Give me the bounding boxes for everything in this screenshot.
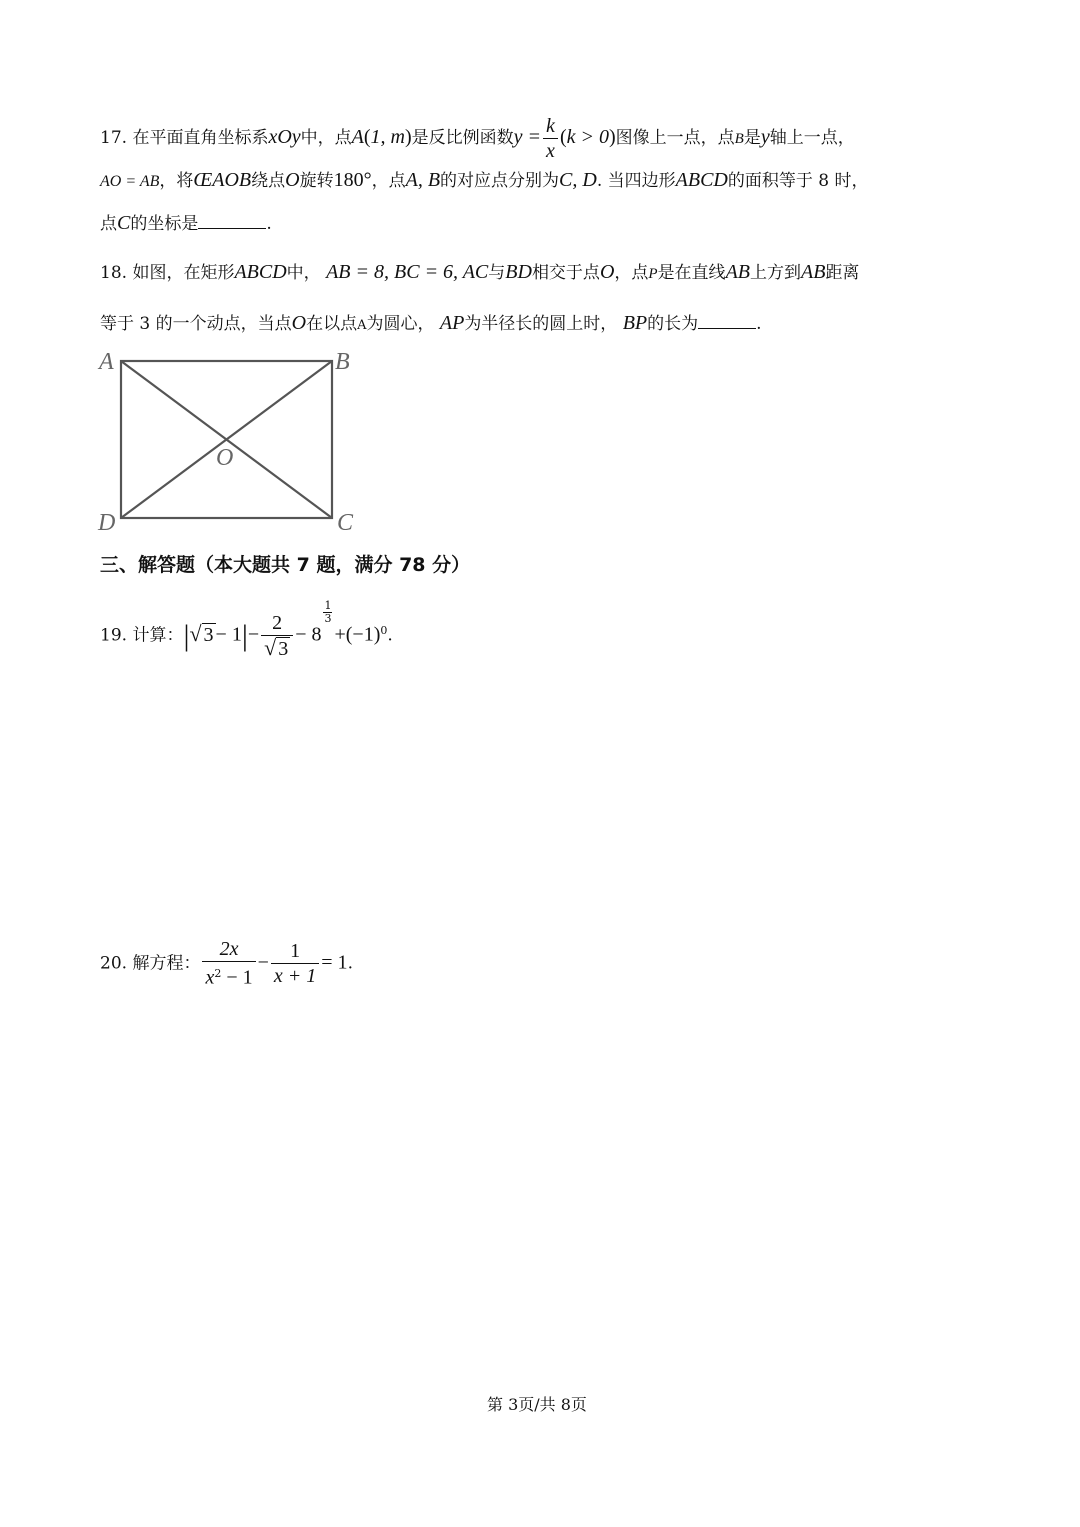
q18-line-1: 18. 如图，在矩形ABCD中， AB = 8, BC = 6, AC与BD相交于点O，点P是在直线AB上方到AB距离 [100, 261, 860, 283]
q20-line: 20. 解方程： $\frac{2x}{x^2 - 1}$ − $\frac{1}{x + 1}$ = 1. [100, 938, 353, 989]
section-heading: 三、解答题（本大题共 7 题，满分 78 分） [100, 554, 471, 576]
q18-number: 18. [100, 263, 128, 283]
q19-sqrt3: √ 3 [189, 620, 214, 646]
q18-answer-blank[interactable] [698, 310, 756, 329]
q20-fraction-2: $\frac{1}{x + 1}$ [271, 940, 319, 987]
rectangle-figure [95, 345, 365, 535]
q17-line-1: 17. 在平面直角坐标系xOy中，点A(1, m)是反比例函数y = $\frac{k}{x}$ (k > 0)图像上一点，点B是y轴上一点， [100, 115, 855, 162]
label-b: B [335, 349, 350, 375]
q17-number: 17. [100, 128, 128, 148]
q20-fraction-1: $\frac{2x}{x^2 - 1}$ [202, 938, 255, 990]
page-footer: 第 3页/共 8页 [487, 1395, 587, 1414]
label-o: O [216, 445, 234, 471]
q19-line: 19. 计算：|√ 3 − 1|− $\frac{2}{√ 3}$ − 8 $\frac{1}{3}$ $+(-1)^0$. [100, 599, 393, 660]
label-a: A [99, 349, 114, 375]
label-d: D [98, 510, 116, 535]
q17-line-3: 点C的坐标是 . [100, 212, 272, 234]
q19-exponent: $\frac{1}{3}$ [324, 599, 332, 625]
q17-answer-blank[interactable] [198, 210, 266, 229]
q17-fraction: $\frac{k}{x}$ [543, 115, 558, 162]
q19-number: 19. [100, 625, 128, 646]
q18-line-2: 等于 3 的一个动点，当点O在以点A为圆心， AP为半径长的圆上时， BP的长为 . [100, 312, 762, 334]
q17-line-2: AO = AB，将ŒAOB绕点O旋转180°，点A, B的对应点分别为C, D. 当四边形ABCD的面积等于 8 时， [100, 169, 869, 191]
q20-number: 20. [100, 953, 128, 974]
label-c: C [337, 510, 354, 535]
q19-fraction: $\frac{2}{√ 3}$ [261, 612, 293, 660]
